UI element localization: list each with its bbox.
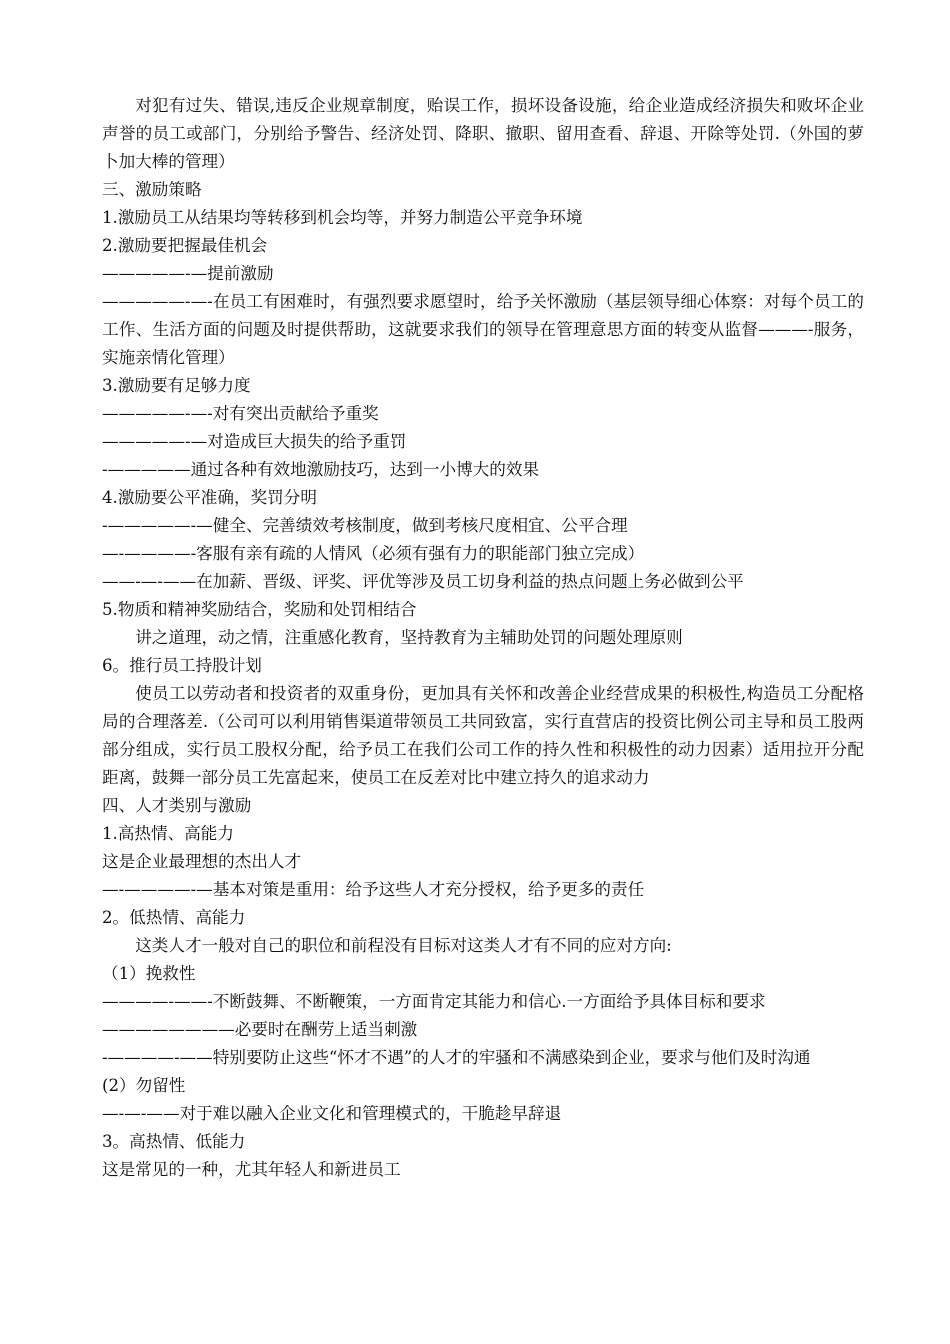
text-line: -—————-—健全、完善绩效考核制度，做到考核尺度相宜、公平合理 [102, 516, 628, 535]
text-line: 5.物质和精神奖励结合，奖励和处罚相结合 [102, 600, 417, 619]
text-line: —————-—对造成巨大损失的给予重罚 [102, 432, 407, 451]
text-line: 3。高热情、低能力 [102, 1132, 246, 1151]
text-line: -————-——特别要防止这些“怀才不遇”的人才的牢骚和不满感染到企业，要求与他们及时沟通 [102, 1048, 811, 1067]
text-line: 这是企业最理想的杰出人才 [102, 852, 302, 871]
text-line: 对犯有过失、错误,违反企业规章制度，贻误工作，损坏设备设施，给企业造成经济损失和败坏企业声誉的员工或部门，分别给予警告、经济处罚、降职、撤职、留用查看、辞退、开除等处罚.（外国的萝卜加大棒的管理） [102, 96, 864, 171]
document-page [102, 92, 864, 1184]
text-line: 3.激励要有足够力度 [102, 376, 251, 395]
text-line: (2）勿留性 [102, 1076, 186, 1095]
text-line: —————-—-在员工有困难时，有强烈要求愿望时，给予关怀激励（基层领导细心体察：对每个员工的工作、生活方面的问题及时提供帮助，这就要求我们的领导在管理意思方面的转变从监督———-服务，实施亲情化管理） [102, 292, 864, 367]
text-line: -—————通过各种有效地激励技巧，达到一小博大的效果 [102, 460, 540, 479]
text-line: ————-——-不断鼓舞、不断鞭策，一方面肯定其能力和信心.一方面给予具体目标和要求 [102, 992, 766, 1011]
text-line: （1）挽救性 [102, 964, 196, 983]
text-line: 三、激励策略 [102, 180, 202, 199]
text-line: —————-—-对有突出贡献给予重奖 [102, 404, 379, 423]
text-line: 2。低热情、高能力 [102, 908, 246, 927]
text-line: ——-—-——在加薪、晋级、评奖、评优等涉及员工切身利益的热点问题上务必做到公平 [102, 572, 744, 591]
text-line: 四、人才类别与激励 [102, 796, 252, 815]
text-line: 1.高热情、高能力 [102, 824, 234, 843]
text-line: 2.激励要把握最佳机会 [102, 236, 268, 255]
text-line: ————————必要时在酬劳上适当刺激 [102, 1020, 418, 1039]
text-line: 讲之道理，动之情，注重感化教育，坚持教育为主辅助处罚的问题处理原则 [135, 628, 683, 647]
text-line: —-————-—基本对策是重用：给予这些人才充分授权，给予更多的责任 [102, 880, 645, 899]
text-line: —————-—提前激励 [102, 264, 274, 283]
text-line: 1.激励员工从结果均等转移到机会均等，并努力制造公平竞争环境 [102, 208, 583, 227]
text-line: 6。推行员工持股计划 [102, 656, 262, 675]
text-line: 4.激励要公平准确，奖罚分明 [102, 488, 317, 507]
text-line: —-————-客服有亲有疏的人情风（必须有强有力的职能部门独立完成） [102, 544, 645, 563]
text-line: 这是常见的一种，尤其年轻人和新进员工 [102, 1160, 401, 1179]
text-line: 使员工以劳动者和投资者的双重身份，更加具有关怀和改善企业经营成果的积极性,构造员工分配格局的合理落差.（公司可以利用销售渠道带领员工共同致富，实行直营店的投资比例公司主导和员工股两部分组成，实行员工股权分配，给予员工在我们公司工作的持久性和积极性的动力因素）适用拉开分配距离，鼓舞一部分员工先富起来，使员工在反差对比中建立持久的追求动力 [102, 684, 864, 787]
text-line: —-—-——对于难以融入企业文化和管理模式的，干脆趁早辞退 [102, 1104, 562, 1123]
text-line: 这类人才一般对自己的职位和前程没有目标对这类人才有不同的应对方向: [135, 936, 672, 955]
